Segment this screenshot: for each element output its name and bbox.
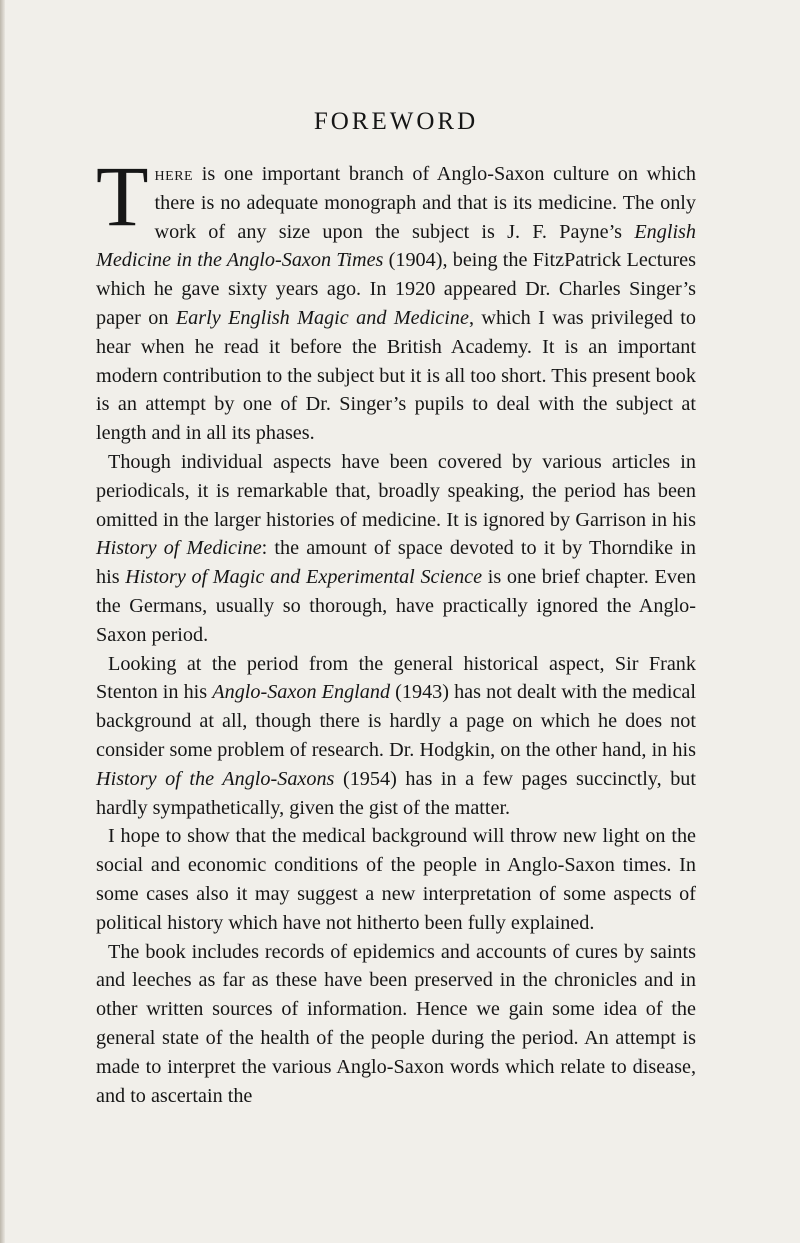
text-segment: is one brief chapter. Even the Germans, usually so thorough, have practically ignored the Anglo-Saxon period. [96, 566, 696, 646]
page-title: FOREWORD [313, 108, 479, 135]
text-segment: (1904), being the FitzPatrick Lectures which he gave sixty years ago. In 1920 appeared Dr. Charles Singer’s paper on [96, 249, 696, 329]
book-title: Early English Magic and Medicine [175, 306, 469, 329]
text-segment: Looking at the period from the general historical aspect, Sir Frank Stenton in his [96, 652, 696, 704]
book-title: History of the Anglo-Saxons [96, 767, 335, 790]
text-segment: , which I was privileged to hear when he read it before the British Academy. It is an important modern contribution to the subject but it is all too short. This present book is an attempt by one of Dr. Singer’s pupils to deal with the subject at length and in all its phases. [96, 306, 696, 445]
foreword-text-block [96, 106, 696, 1110]
lead-word: here [154, 163, 194, 185]
book-title: History of Magic and Experimental Science [125, 566, 483, 589]
text-segment: The book includes records of epidemics and accounts of cures by saints and leeches as far as these have been preserved in the chronicles and in other written sources of information. Hence we gain some idea of the general state of the health of the people during the period. An attempt is made to interpret the various Anglo-Saxon words which relate to disease, and to ascertain the [96, 940, 696, 1107]
paragraph-1 [96, 148, 696, 448]
paragraph-4 [96, 822, 696, 937]
text-segment: Though individual aspects have been covered by various articles in periodicals, it is remarkable that, broadly speaking, the period has been omitted in the larger histories of medicine. It is ignored by Garrison in his [96, 450, 696, 531]
text-segment: (1943) has not dealt with the medical background at all, though there is hardly a page on which he does not consider some problem of research. Dr. Hodgkin, on the other hand, in his [96, 681, 696, 761]
paragraph-3 [96, 650, 696, 823]
paragraph-5 [96, 938, 696, 1111]
text-segment: (1954) has in a few pages succinctly, but hardly sympathetically, given the gist of the matter. [96, 767, 696, 819]
book-title: English Medicine in the Anglo-Saxon Times [96, 220, 696, 272]
text-segment: is one important branch of Anglo-Saxon culture on which there is no adequate monograph and that is its medicine. The only work of any size upon the subject is J. F. Payne’s [154, 163, 696, 243]
book-title: Anglo-Saxon England [212, 681, 391, 704]
drop-cap: T [96, 148, 149, 244]
text-segment: : the amount of space devoted to it by Thorndike in his [96, 537, 696, 589]
text-segment: I hope to show that the medical background will throw new light on the social and economic conditions of the people in Anglo-Saxon times. In some cases also it may suggest a new interpretation of some aspects of political history which have not hitherto been fully explained. [96, 825, 696, 934]
book-title: History of Medicine [96, 537, 262, 560]
page-edge-shadow [0, 0, 5, 1243]
paragraph-2 [96, 448, 696, 650]
